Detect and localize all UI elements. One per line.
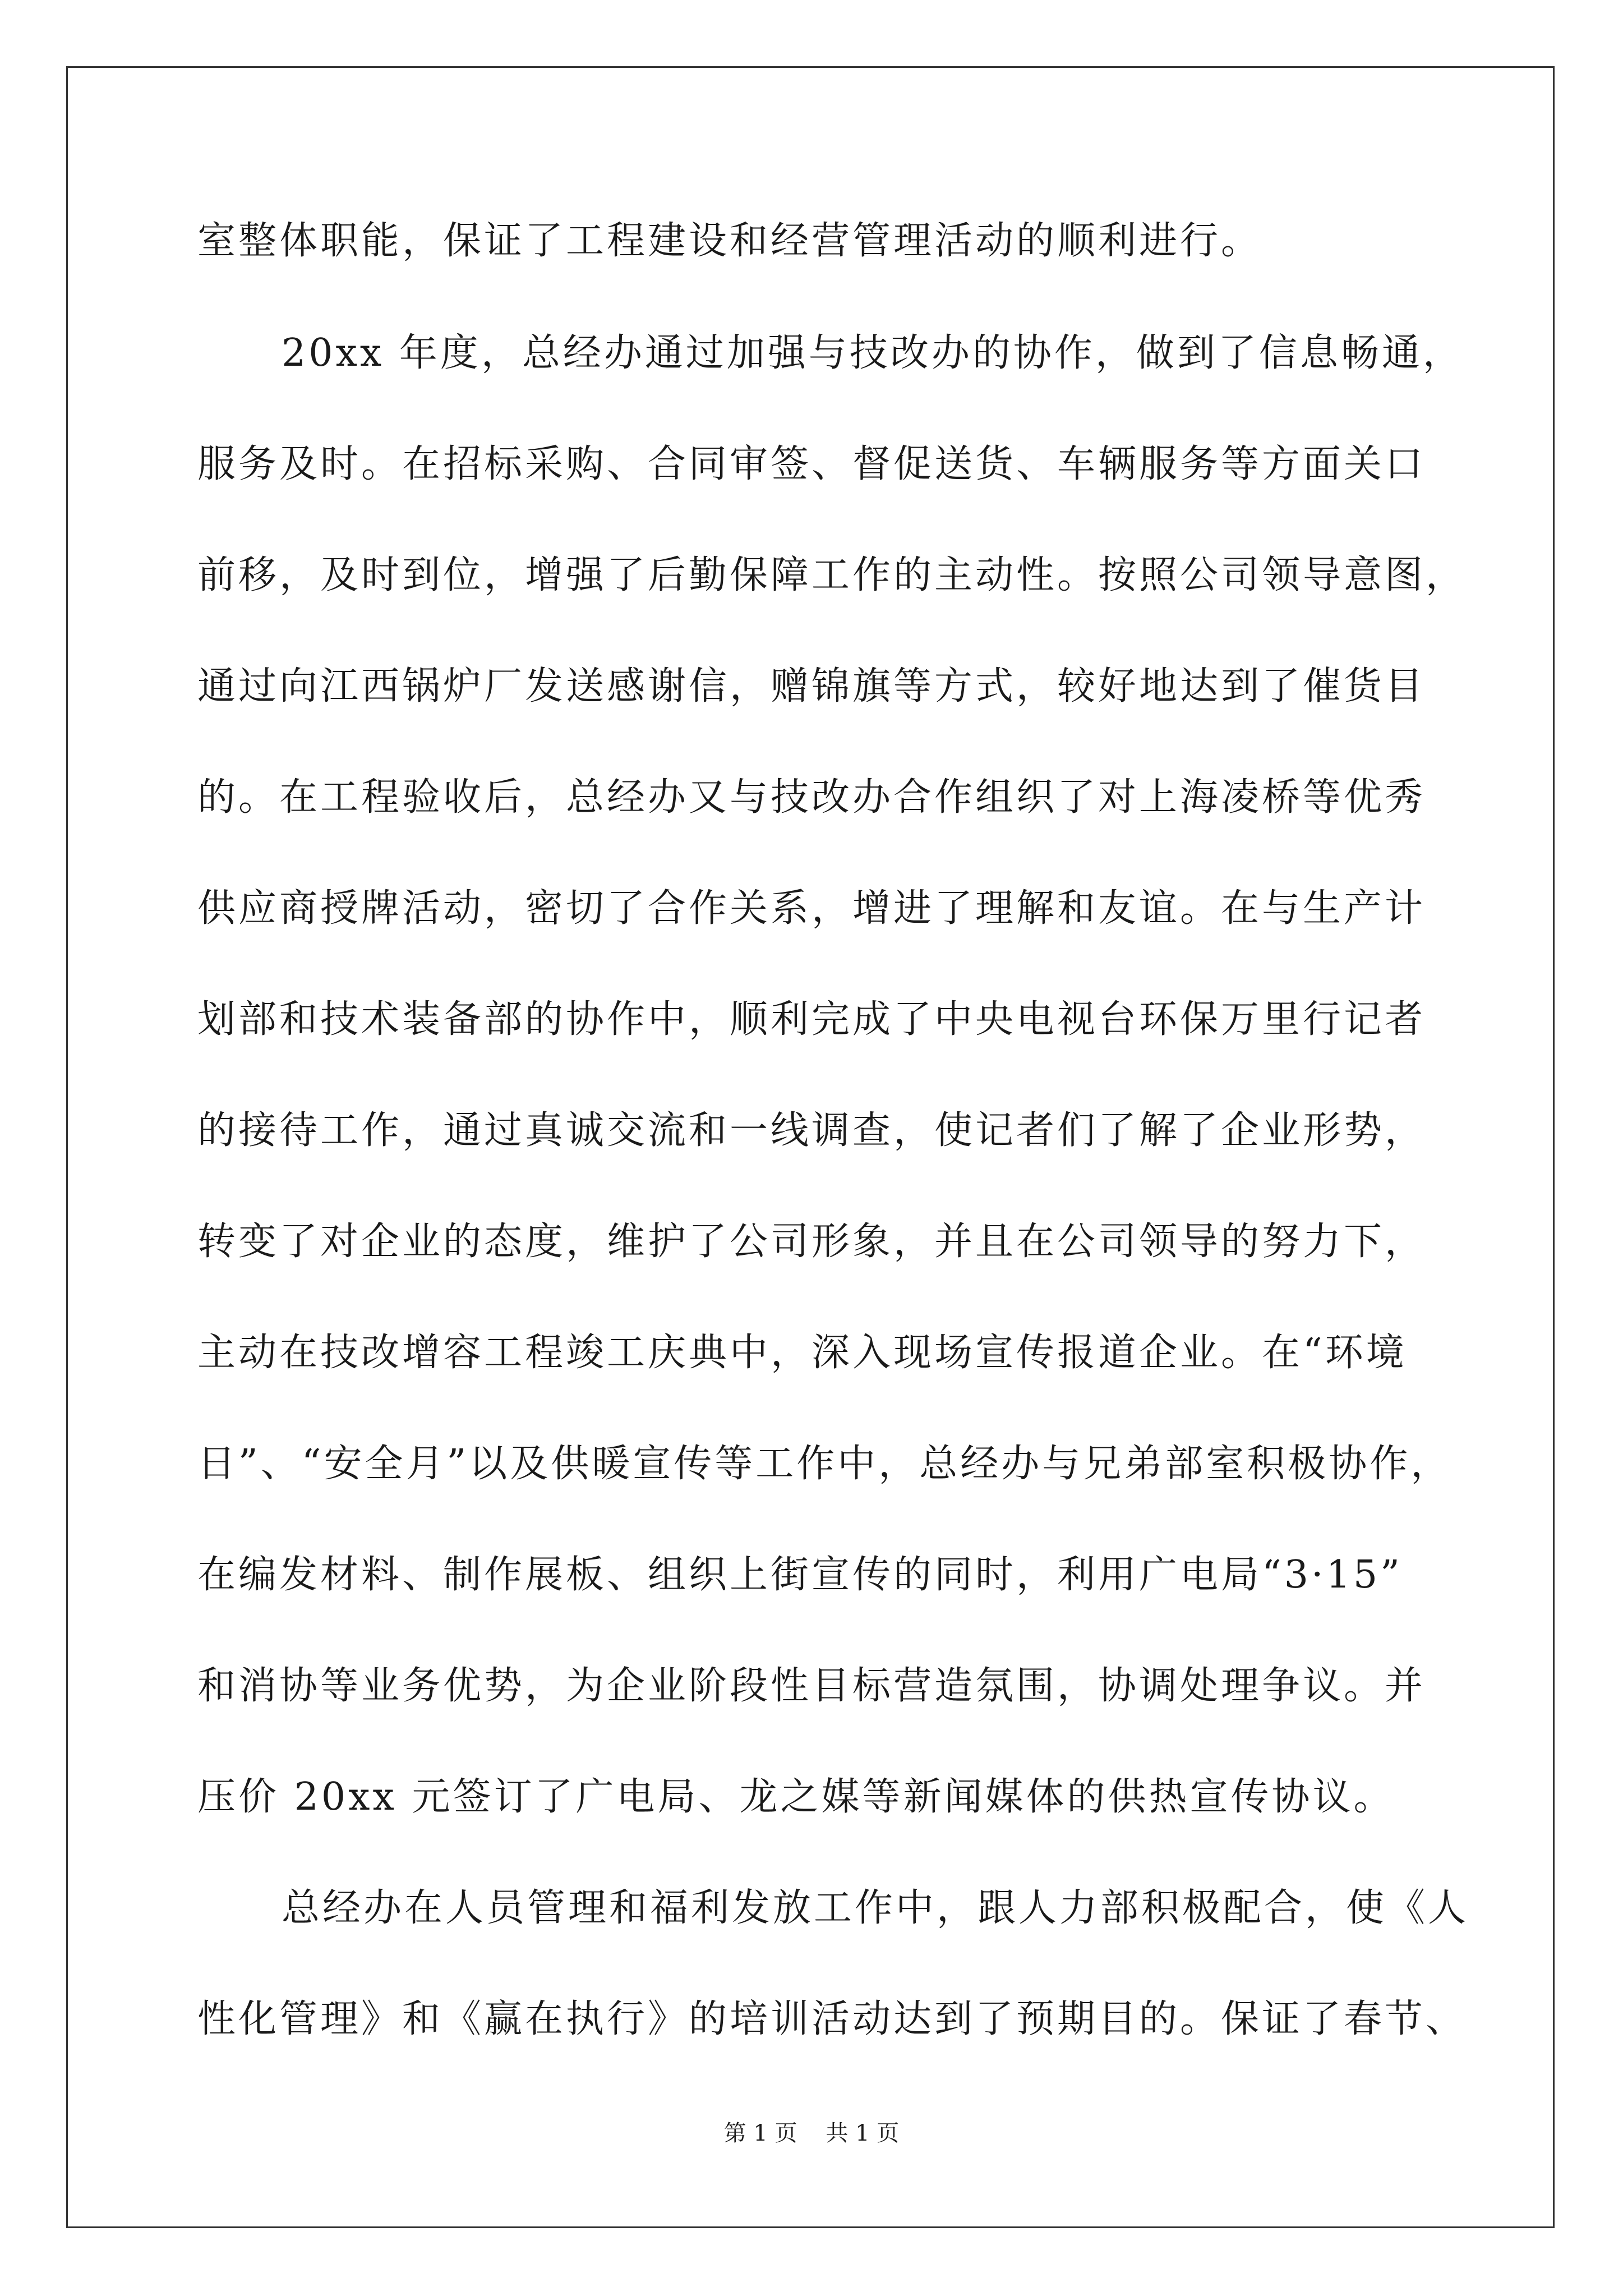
paragraph-line: 在编发材料、制作展板、组织上街宣传的同时，利用广电局“3·15” xyxy=(197,1553,1403,1597)
paragraph-line: 前移，及时到位，增强了后勤保障工作的主动性。按照公司领导意图， xyxy=(197,553,1467,597)
paragraph-line: 的。在工程验收后，总经办又与技改办合作组织了对上海凌桥等优秀 xyxy=(197,775,1426,820)
paragraph-line: 供应商授牌活动，密切了合作关系，增进了理解和友谊。在与生产计 xyxy=(197,886,1426,931)
paragraph-line: 压价 20xx 元签订了广电局、龙之媒等新闻媒体的供热宣传协议。 xyxy=(197,1775,1395,1819)
paragraph-line: 室整体职能，保证了工程建设和经营管理活动的顺利进行。 xyxy=(197,219,1262,263)
paragraph-line: 和消协等业务优势，为企业阶段性目标营造氛围，协调处理争议。并 xyxy=(197,1664,1426,1708)
paragraph-line: 转变了对企业的态度，维护了公司形象，并且在公司领导的努力下， xyxy=(197,1220,1426,1264)
paragraph-first-line: 总经办在人员管理和福利发放工作中，跟人力部积极配合，使《人 xyxy=(282,1886,1469,1930)
page-number-footer: 第 1 页 共 1 页 xyxy=(723,2120,900,2146)
paragraph-line: 的接待工作，通过真诚交流和一线调查，使记者们了解了企业形势， xyxy=(197,1108,1426,1153)
paragraph-line: 通过向江西锅炉厂发送感谢信，赠锦旗等方式，较好地达到了催货目 xyxy=(197,664,1426,708)
paragraph-line: 划部和技术装备部的协作中，顺利完成了中央电视台环保万里行记者 xyxy=(197,997,1426,1042)
paragraph-line: 主动在技改增容工程竣工庆典中，深入现场宣传报道企业。在“环境 xyxy=(197,1331,1407,1375)
paragraph-line: 服务及时。在招标采购、合同审签、督促送货、车辆服务等方面关口 xyxy=(197,442,1426,486)
paragraph-first-line: 20xx 年度，总经办通过加强与技改办的协作，做到了信息畅通， xyxy=(282,331,1464,375)
paragraph-line: 性化管理》和《赢在执行》的培训活动达到了预期目的。保证了春节、 xyxy=(197,1997,1467,2041)
paragraph-line: 日”、“安全月”以及供暖宣传等工作中，总经办与兄弟部室积极协作， xyxy=(197,1442,1452,1486)
